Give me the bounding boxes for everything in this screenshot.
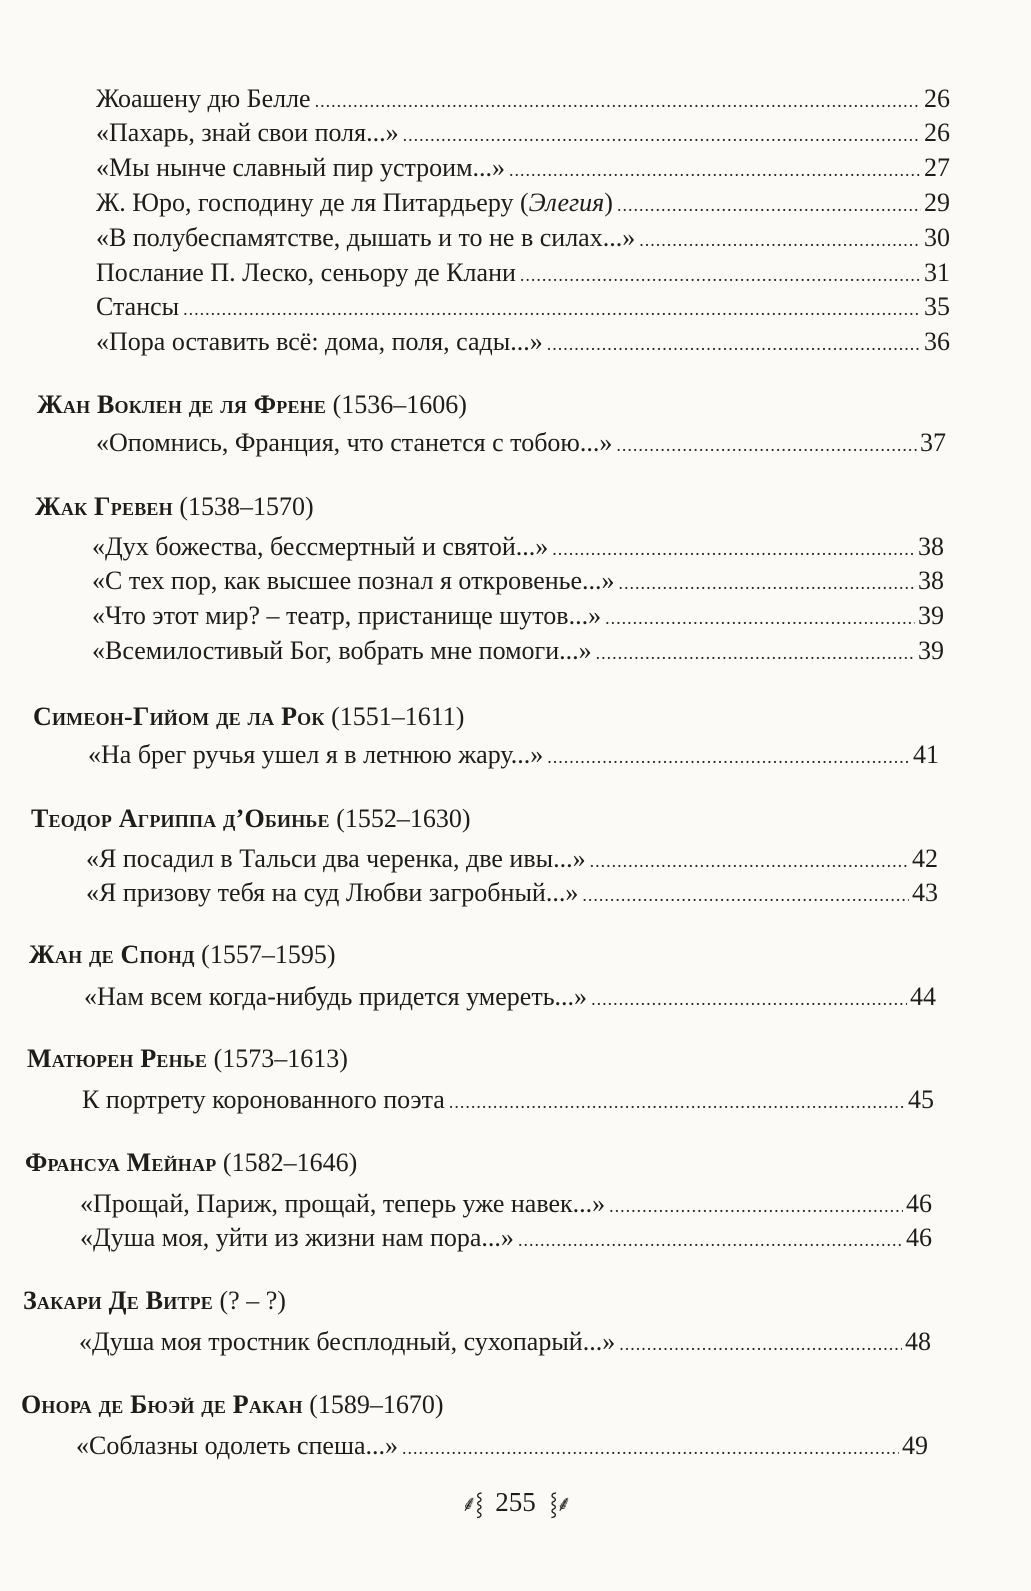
entry-page: 39 xyxy=(918,601,944,630)
author-years: (1538–1570) xyxy=(179,492,314,521)
toc-entry[interactable] xyxy=(96,82,950,118)
toc-entry[interactable] xyxy=(86,842,938,878)
author-years: (1582–1646) xyxy=(222,1148,358,1177)
author-name: Симеон-Гийом де ла Рок xyxy=(33,702,325,731)
leader-dots xyxy=(547,327,921,361)
entry-page: 26 xyxy=(924,118,950,147)
leader-dots xyxy=(403,118,921,152)
leader-dots xyxy=(449,1085,905,1119)
leader-dots xyxy=(609,1189,903,1223)
leader-dots xyxy=(619,566,915,600)
entry-title: «Душа моя, уйти из жизни нам пора...» xyxy=(80,1223,514,1252)
leader-dots xyxy=(552,532,915,566)
leader-dots xyxy=(520,258,921,292)
toc-entry[interactable] xyxy=(96,151,950,187)
entry-title: «Дух божества, бессмертный и святой...» xyxy=(92,532,549,561)
leader-dots xyxy=(582,878,909,912)
leader-dots xyxy=(639,223,921,257)
entry-title: Послание П. Леско, сеньору де Клани xyxy=(96,258,516,287)
entry-title: «Всемилостивый Бог, вобрать мне помоги...» xyxy=(92,636,592,665)
toc-entry[interactable] xyxy=(79,1325,931,1361)
entry-title: «Соблазны одолеть спеша...» xyxy=(76,1431,399,1460)
author-heading xyxy=(27,1042,348,1076)
entry-title-main: Ж. Юро, господину де ля Питардьеру ( xyxy=(96,188,529,217)
entry-page: 44 xyxy=(910,982,936,1011)
ornament-left-icon: ⸙⸾ xyxy=(460,1491,482,1516)
entry-page: 31 xyxy=(924,258,950,287)
toc-entry[interactable] xyxy=(80,1187,932,1223)
author-name: Жак Гревен xyxy=(35,492,173,521)
entry-title: К портрету коронованного поэта xyxy=(82,1085,445,1114)
entry-page: 29 xyxy=(924,188,950,217)
entry-title: «На брег ручья ушел я в летнюю жару...» xyxy=(88,740,544,769)
entry-page: 46 xyxy=(906,1223,932,1252)
entry-title: «Опомнись, Франция, что станется с тобою...» xyxy=(96,428,613,457)
toc-entry[interactable] xyxy=(96,221,950,257)
entry-title: «Нам всем когда-нибудь придется умереть...» xyxy=(84,982,588,1011)
toc-entry[interactable] xyxy=(88,738,939,774)
entry-page: 27 xyxy=(924,153,950,182)
entry-page: 37 xyxy=(920,428,946,457)
toc-entry[interactable] xyxy=(96,186,950,222)
author-years: (1573–1613) xyxy=(213,1044,348,1073)
toc-entry[interactable] xyxy=(76,1429,928,1465)
toc-entry[interactable] xyxy=(92,530,944,566)
toc-entry[interactable] xyxy=(82,1083,934,1119)
leader-dots xyxy=(619,1327,902,1361)
toc-entry[interactable] xyxy=(96,426,946,462)
toc-entry[interactable] xyxy=(92,634,944,670)
entry-title: Жоашену дю Белле xyxy=(96,84,311,113)
page-number: 255 xyxy=(495,1487,536,1517)
leader-dots xyxy=(518,1223,903,1257)
leader-dots xyxy=(509,153,921,187)
toc-entry[interactable] xyxy=(80,1221,932,1257)
entry-page: 49 xyxy=(902,1431,928,1460)
author-years: (1551–1611) xyxy=(331,702,465,731)
author-heading xyxy=(21,1388,444,1422)
page-footer xyxy=(0,1485,1031,1521)
entry-title: «Я посадил в Тальси два черенка, две ивы...» xyxy=(86,844,586,873)
author-name: Онора де Бюэй де Ракан xyxy=(21,1390,303,1419)
entry-title xyxy=(96,186,613,220)
leader-dots xyxy=(315,84,921,118)
entry-page: 35 xyxy=(924,292,950,321)
author-years: (1552–1630) xyxy=(336,804,471,833)
entry-page: 30 xyxy=(924,223,950,252)
entry-title-italic: Элегия xyxy=(528,188,605,217)
toc-entry[interactable] xyxy=(86,876,938,912)
entry-title: «С тех пор, как высшее познал я откровенье...» xyxy=(92,566,615,595)
entry-title: Стансы xyxy=(96,292,180,321)
entry-title: «Душа моя тростник бесплодный, сухопарый...» xyxy=(79,1327,616,1356)
entry-title: «Прощай, Париж, прощай, теперь уже навек...» xyxy=(80,1189,606,1218)
leader-dots xyxy=(402,1431,899,1465)
author-heading xyxy=(35,490,314,524)
entry-page: 43 xyxy=(912,878,938,907)
author-name: Теодор Агриппа д’Обинье xyxy=(31,804,330,833)
entry-page: 39 xyxy=(918,636,944,665)
entry-page: 45 xyxy=(908,1085,934,1114)
entry-page: 26 xyxy=(924,84,950,113)
author-heading xyxy=(31,802,471,836)
toc-entry[interactable] xyxy=(96,116,950,152)
entry-page: 36 xyxy=(924,327,950,356)
leader-dots xyxy=(617,188,921,222)
toc-entry[interactable] xyxy=(92,599,944,635)
author-heading xyxy=(33,700,464,734)
entry-page: 38 xyxy=(918,532,944,561)
toc-entry[interactable] xyxy=(96,256,950,292)
author-name: Матюрен Ренье xyxy=(27,1044,208,1073)
author-years: (1536–1606) xyxy=(332,390,467,419)
entry-title: «Пахарь, знай свои поля...» xyxy=(96,118,399,147)
leader-dots xyxy=(590,844,909,878)
author-name: Жан Воклен де ля Френе xyxy=(37,390,327,419)
leader-dots xyxy=(183,292,921,326)
toc-entry[interactable] xyxy=(96,325,950,361)
author-years: (1557–1595) xyxy=(201,940,336,969)
toc-entry[interactable] xyxy=(84,980,936,1016)
author-heading xyxy=(29,938,336,972)
author-heading xyxy=(25,1146,357,1180)
ornament-right-icon: ⸾⸙ xyxy=(549,1491,571,1516)
entry-page: 48 xyxy=(905,1327,931,1356)
author-name: Жан де Спонд xyxy=(29,940,195,969)
entry-title: «Мы нынче славный пир устроим...» xyxy=(96,153,506,182)
entry-page: 41 xyxy=(913,740,939,769)
author-years: (1589–1670) xyxy=(309,1390,444,1419)
toc-entry[interactable] xyxy=(96,290,950,326)
entry-title: «В полубеспамятстве, дышать и то не в силах...» xyxy=(96,223,636,252)
author-name: Франсуа Мейнар xyxy=(25,1148,217,1177)
author-heading xyxy=(23,1284,286,1318)
leader-dots xyxy=(596,636,915,670)
leader-dots xyxy=(616,428,917,462)
author-name: Закари Де Витре xyxy=(23,1286,214,1315)
entry-page: 38 xyxy=(918,566,944,595)
leader-dots xyxy=(591,982,907,1016)
leader-dots xyxy=(605,601,915,635)
entry-title: «Я призову тебя на суд Любви загробный...» xyxy=(86,878,579,907)
entry-title-close: ) xyxy=(604,188,613,217)
toc-entry[interactable] xyxy=(92,564,944,600)
author-heading xyxy=(37,388,467,422)
author-years: (? – ?) xyxy=(219,1286,286,1315)
entry-page: 46 xyxy=(906,1189,932,1218)
leader-dots xyxy=(547,740,910,774)
entry-title: «Что этот мир? – театр, пристанище шутов...» xyxy=(92,601,602,630)
entry-title: «Пора оставить всё: дома, поля, сады...» xyxy=(96,327,543,356)
entry-page: 42 xyxy=(912,844,938,873)
